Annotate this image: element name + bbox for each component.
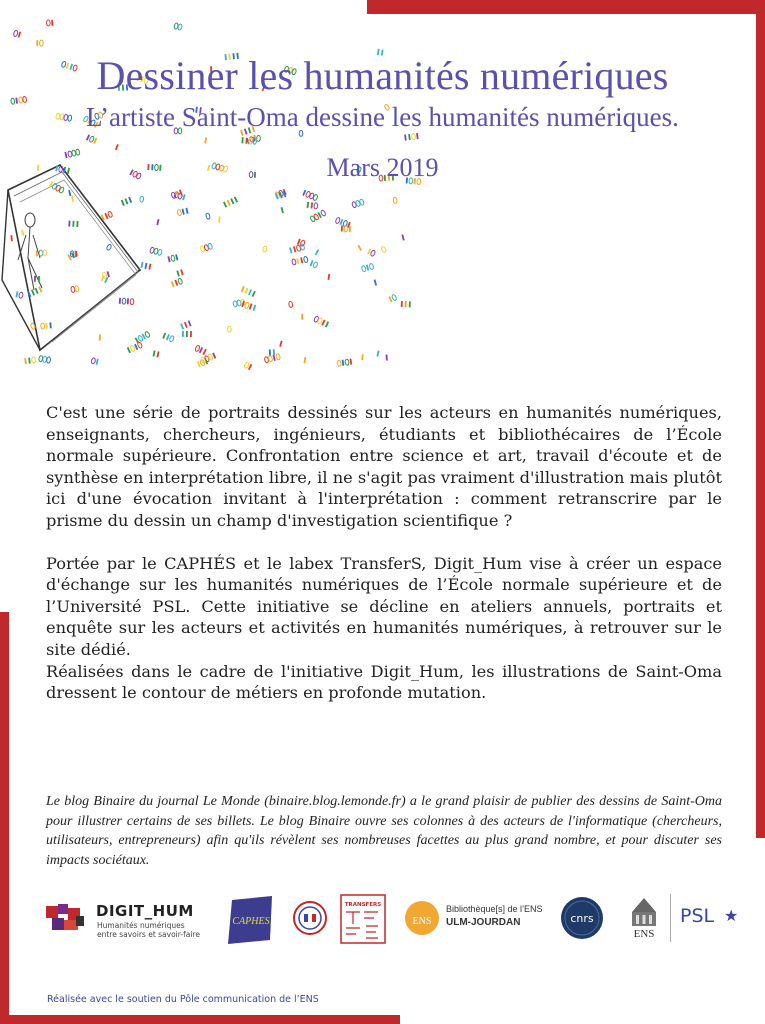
- body-paragraph-2: Portée par le CAPHÉS et le labex TransferS, Digit_Hum vise à créer un espace d'échange sur les humanités numériques de l’École normale supérieure et de l’Université PSL. Cette initiative se décline en ateliers annuels, portraits et enquête sur les acteurs et activités en humanités numériques, à retrouver sur le site dédié.: [46, 553, 722, 659]
- glyph-mark: [401, 234, 404, 240]
- blog-note: Le blog Binaire du journal Le Monde (binaire.blog.lemonde.fr) a le grand plaisir de publier des dessins de Saint-Oma pour illustrer certains de ses billets. Le blog Binaire ouvre ses colonnes à des acteurs de l'informatique (chercheurs, utilisateurs, entrepreneurs) afin qu'ils révèlent ses nombreuses facettes au plus grand nombre, et pour discuter ses impacts sociétaux.: [46, 794, 722, 868]
- glyph-mark: [68, 221, 78, 227]
- glyph-mark: [223, 196, 238, 207]
- glyph-mark: [177, 208, 189, 216]
- glyph-mark: [367, 248, 376, 256]
- glyph-mark: [204, 137, 207, 143]
- glyph-mark: [281, 207, 284, 213]
- glyph-mark: [15, 291, 23, 298]
- psl-logo-text: PSL: [680, 905, 715, 927]
- glyph-mark: [381, 246, 387, 253]
- glyph-mark: [310, 210, 327, 223]
- glyph-mark: [218, 216, 220, 222]
- glyph-mark: [361, 354, 363, 360]
- glyph-mark: [176, 269, 183, 276]
- glyph-mark: [388, 294, 397, 302]
- caphes-logo: [226, 896, 276, 944]
- glyph-mark: [307, 202, 318, 209]
- glyph-mark: [244, 362, 253, 370]
- glyph-mark: [13, 30, 21, 38]
- glyph-mark: [279, 341, 282, 347]
- glyph-mark: [315, 249, 319, 255]
- body-paragraph-3: Réalisées dans le cadre de l'initiative Digit_Hum, les illustrations de Saint-Oma dressent le contour de métiers en profonde mutation.: [46, 661, 722, 703]
- glyph-mark: [337, 359, 352, 367]
- red-frame-left: [0, 612, 9, 1024]
- bibliotheque-location: ULM-JOURDAN: [446, 917, 521, 928]
- page-date: Mars 2019: [326, 153, 439, 182]
- glyph-mark: [241, 301, 256, 311]
- glyph-mark: [156, 219, 159, 225]
- book-drawing: [2, 165, 140, 350]
- glyph-mark: [99, 335, 101, 341]
- glyph-mark: [24, 357, 36, 364]
- glyph-mark: [101, 211, 113, 221]
- glyph-mark: [119, 298, 134, 305]
- bibliotheque-name: Bibliothèque[s] de l’ENS: [446, 904, 543, 914]
- glyph-mark: [171, 278, 183, 288]
- partner-logos: [40, 888, 750, 948]
- glyph-mark: [262, 246, 267, 253]
- credit-line: Réalisée avec le soutien du Pôle communication de l’ENS: [47, 994, 319, 1005]
- glyph-mark: [393, 197, 397, 203]
- glyph-mark: [174, 23, 183, 31]
- digit-hum-tagline-2: entre savoirs et savoir-faire: [97, 930, 200, 939]
- glyph-mark: [205, 213, 210, 220]
- glyph-mark: [269, 349, 275, 355]
- bibliotheque-ens-badge: [404, 900, 440, 936]
- digit-hum-icon: [44, 902, 88, 934]
- glyph-mark: [195, 345, 207, 355]
- glyph-mark: [46, 20, 53, 26]
- seal-logo: [292, 900, 328, 936]
- digit-hum-name: DIGIT_HUM: [96, 902, 194, 920]
- glyph-mark: [86, 134, 97, 144]
- ens-logo-text: ENS: [633, 928, 655, 940]
- body-text: [46, 402, 722, 704]
- body-paragraph-1: C'est une série de portraits dessinés sur les acteurs en humanités numériques, enseignants, chercheurs, ingénieurs, étudiants et bibliothécaires de l’École normale supérieure. Confrontation entre science et art, travail d'écoute et de synthèse en interprétation libre, il ne s'agit pas vraiment d'illustration mais plutôt ici d'une évocation invitant à l'interprétation : comment retranscrire par le prisme du dessin un champ d'investigation scientifique ?: [46, 403, 722, 530]
- glyph-mark: [141, 262, 152, 270]
- glyph-mark: [127, 342, 143, 354]
- psl-star-icon: ★: [724, 906, 739, 925]
- glyph-mark: [386, 354, 388, 360]
- glyph-mark: [162, 333, 174, 343]
- glyph-mark: [328, 274, 331, 280]
- glyph-mark: [36, 40, 43, 46]
- red-frame-bottom: [0, 1015, 400, 1024]
- glyph-mark: [376, 350, 379, 356]
- glyph-mark: [289, 244, 305, 254]
- logo-divider: [670, 894, 671, 942]
- glyph-mark: [182, 331, 192, 337]
- glyph-mark: [401, 301, 411, 307]
- glyph-mark: [135, 331, 151, 344]
- page-title: Dessiner les humanités numériques: [96, 53, 669, 98]
- cnrs-logo: [560, 896, 604, 940]
- glyph-mark: [313, 316, 329, 328]
- glyph-mark: [264, 353, 281, 363]
- glyph-mark: [121, 197, 132, 206]
- glyph-mark: [404, 133, 418, 141]
- glyph-mark: [241, 286, 256, 297]
- glyph-mark: [115, 144, 119, 150]
- glyph-mark: [10, 235, 12, 241]
- glyph-mark: [352, 199, 365, 208]
- caphes-logo-text: CAPHES: [232, 916, 270, 927]
- glyph-mark: [301, 314, 303, 320]
- glyph-mark: [150, 247, 163, 256]
- glyph-mark: [304, 357, 307, 363]
- transfers-logo: [340, 894, 386, 944]
- glyph-mark: [310, 260, 319, 268]
- glyph-mark: [38, 355, 50, 363]
- digit-hum-tagline-1: Humanités numériques: [97, 921, 185, 930]
- glyph-mark: [91, 358, 99, 365]
- cnrs-logo-text: cnrs: [570, 912, 594, 925]
- glyph-mark: [374, 279, 377, 285]
- glyph-mark: [228, 326, 232, 332]
- glyph-mark: [358, 245, 362, 251]
- glyph-mark: [180, 320, 191, 329]
- glyph-mark: [288, 301, 293, 308]
- glyph-mark: [200, 243, 213, 252]
- ens-logo: [624, 892, 664, 944]
- glyph-mark: [153, 350, 160, 357]
- bibliotheque-ens-badge-text: ENS: [412, 916, 432, 927]
- glyph-mark: [302, 190, 318, 201]
- transfers-logo-text: TRANSFERS: [344, 902, 382, 908]
- page-subtitle: L’artiste Saint-Oma dessine les humanités numériques.: [86, 102, 679, 132]
- glyph-mark: [140, 196, 144, 202]
- glyph-mark: [167, 254, 178, 262]
- glyph-mark: [292, 256, 308, 265]
- glyph-mark: [361, 263, 374, 272]
